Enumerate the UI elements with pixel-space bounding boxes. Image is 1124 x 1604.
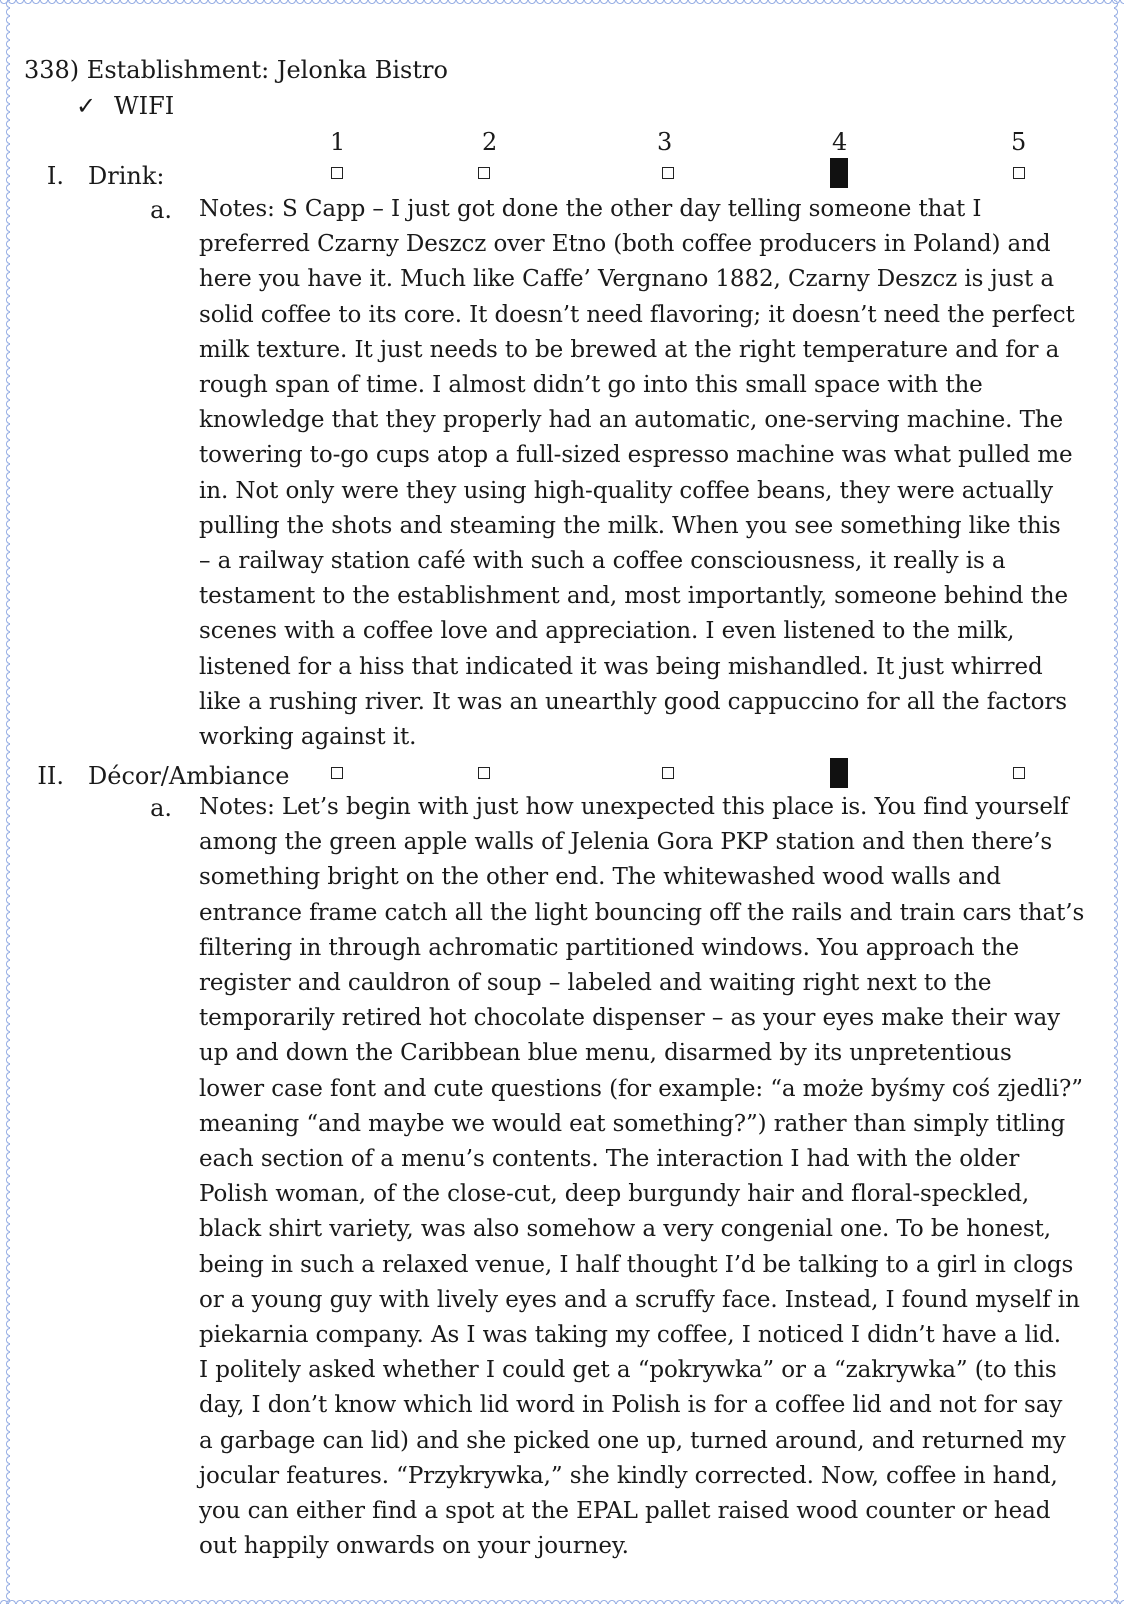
page-border-bottom xyxy=(0,1596,1124,1604)
section-label-decor: Décor/Ambiance xyxy=(88,762,290,790)
entry-title: 338) Establishment: Jelonka Bistro xyxy=(24,56,448,84)
rating-box-selected xyxy=(830,158,848,188)
scale-number-1: 1 xyxy=(330,128,346,156)
note-letter: a. xyxy=(150,794,172,822)
decor-notes: Notes: Let’s begin with just how unexpected this place is. You find yourself among the green apple walls of Jelenia Gora PKP station and then there’s something bright on the other end. The whitewashed wood walls and entrance frame catch all the light bouncing off the rails and train cars that’s filtering in through achromatic partitioned windows. You approach the register and cauldron of soup – labeled and waiting right next to the temporarily retired hot chocolate dispenser – as your eyes make their way up and down the Caribbean blue menu, disarmed by its unpretentious lower case font and cute questions (for example: “a może byśmy coś zjedli?” meaning “and maybe we would eat something?”) rather than simply titling each section of a menu’s contents. The interaction I had with the older Polish woman, of the close-cut, deep burgundy hair and floral-speckled, black shirt variety, was also somehow a very congenial one. To be honest, being in such a relaxed venue, I half thought I’d be talking to a girl in clogs or a young guy with lively eyes and a scruffy face. Instead, I found myself in piekarnia company. As I was taking my coffee, I noticed I didn’t have a lid. I politely asked whether I could get a “pokrywka” or a “zakrywka” (to this day, I don’t know which lid word in Polish is for a coffee lid and not for say a garbage can lid) and she picked one up, turned around, and returned my jocular features. “Przykrywka,” she kindly corrected. Now, coffee in hand, you can either find a spot at the EPAL pallet raised wood counter or head out happily onwards on your journey. xyxy=(199,794,1085,1560)
section-numeral: I. xyxy=(46,162,64,190)
page-border-left xyxy=(2,0,10,1604)
scale-number-5: 5 xyxy=(1011,128,1027,156)
rating-box-5 xyxy=(1013,167,1025,179)
rating-box-1 xyxy=(331,767,343,779)
page-border-right xyxy=(1114,0,1122,1604)
rating-box-selected xyxy=(830,758,848,788)
rating-box-3 xyxy=(662,767,674,779)
drink-notes: Notes: S Capp – I just got done the other day telling someone that I preferred Czarny Deszcz over Etno (both coffee producers in Poland) and here you have it. Much like Caffe’ Vergnano 1882, Czarny Deszcz is just a solid coffee to its core. It doesn’t need flavoring; it doesn’t need the perfect milk texture. It just needs to be brewed at the right temperature and for a rough span of time. I almost didn’t go into this small space with the knowledge that they properly had an automatic, one-serving machine. The towering to-go cups atop a full-sized espresso machine was what pulled me in. Not only were they using high-quality coffee beans, they were actually pulling the shots and steaming the milk. When you see something like this – a railway station café with such a coffee consciousness, it really is a testament to the establishment and, most importantly, someone behind the scenes with a coffee love and appreciation. I even listened to the milk, listened for a hiss that indicated it was being mishandled. It just whirred like a rushing river. It was an unearthly good cappuccino for all the factors working against it. xyxy=(199,196,1075,751)
page-border-top xyxy=(0,0,1124,8)
rating-box-5 xyxy=(1013,767,1025,779)
checkmark-icon: ✓ xyxy=(76,92,97,120)
rating-box-1 xyxy=(331,167,343,179)
scale-number-2: 2 xyxy=(482,128,498,156)
scale-number-3: 3 xyxy=(657,128,673,156)
wifi-label: WIFI xyxy=(114,92,175,120)
rating-box-3 xyxy=(662,167,674,179)
section-label-drink: Drink: xyxy=(88,162,165,190)
note-letter: a. xyxy=(150,196,172,224)
rating-box-2 xyxy=(478,767,490,779)
rating-box-2 xyxy=(478,167,490,179)
section-numeral: II. xyxy=(37,762,64,790)
scale-number-4: 4 xyxy=(832,128,848,156)
